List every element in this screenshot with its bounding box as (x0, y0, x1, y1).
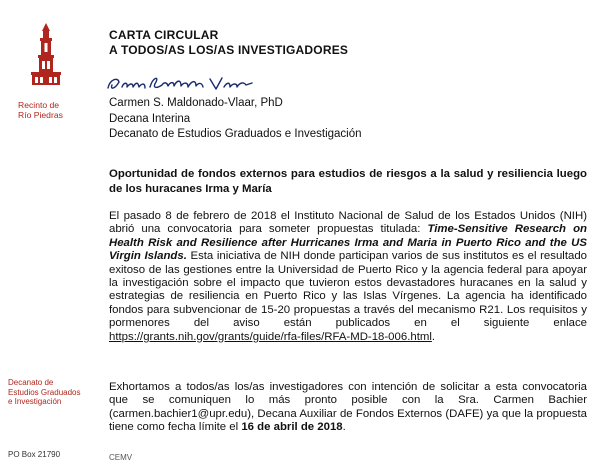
office-label-line: Decanato de (8, 378, 54, 387)
campus-label-line: Río Piedras (18, 110, 63, 120)
office-label-line: e Investigación (8, 397, 62, 407)
contact-text: Exhortamos a todos/as los/as investigadores con intención de solicitar a esta convocatoria que se comuniquen lo más pronto posible con la Sra. Carmen Bachier (carmen.bachier1@upr.edu), Decana Auxiliar de Fondos Externos (DAFE) ya que la propuesta tiene como fecha límite el (109, 381, 587, 434)
office-label (8, 378, 88, 407)
office-label-line: Estudios Graduados (8, 387, 81, 397)
campus-label (18, 100, 88, 120)
po-box: PO Box 21790 (8, 450, 61, 459)
circular-heading (109, 28, 348, 58)
announcement-text: El pasado 8 de febrero de 2018 el Instituto Nacional de Salud de los Estados Unidos (NIH) abrió una convocatoria para someter propuestas titulada: (109, 210, 587, 236)
handwritten-signature (106, 73, 256, 95)
heading-line-2: A TODOS/AS LOS/AS INVESTIGADORES (109, 43, 349, 57)
sender-title: Decana Interina (109, 112, 191, 125)
university-tower-logo (26, 22, 66, 86)
sender-block (109, 96, 362, 143)
sender-name: Carmen S. Maldonado-Vlaar, PhD (109, 97, 283, 109)
heading-line-1: CARTA CIRCULAR (109, 28, 219, 42)
rfa-title: Time-Sensitive Research on Health Risk and Resilience after Hurricanes Irma and Maria in Puerto Rico and the US Virgin Islands. (109, 223, 587, 263)
contact-end: . (342, 421, 346, 434)
deadline-date: 16 de abril de 2018 (241, 421, 343, 434)
announcement-text-cont: Esta iniciativa de NIH donde participan varios de sus institutos es el resultado exitoso de las gestiones entre la Universidad de Puerto Rico y la agencia federal para apoyar la investigación sobre el impacto que tuvieron estos devastadores huracanes en la salud y estrategias de resiliencia en Puerto Rico y las Islas Vírgenes. La agencia ha identificado fondos para subvencionar de 15-20 propuestas a través del mecanismo R21. Los requisitos y pormenores del aviso están publicados en el siguiente enlace (109, 250, 587, 330)
paragraph-contact (109, 381, 587, 435)
paragraph-announcement (109, 210, 587, 344)
campus-label-line: Recinto de (18, 100, 60, 110)
cut-off-initials: CEMV (109, 453, 133, 462)
announcement-end: . (431, 330, 436, 343)
sender-office: Decanato de Estudios Graduados e Investigación (109, 128, 362, 140)
subject-line: Oportunidad de fondos externos para estudios de riesgos a la salud y resiliencia luego de los huracanes Irma y María (109, 168, 587, 195)
rfa-link[interactable]: https://grants.nih.gov/grants/guide/rfa-files/RFA-MD-18-006.html (109, 330, 432, 343)
